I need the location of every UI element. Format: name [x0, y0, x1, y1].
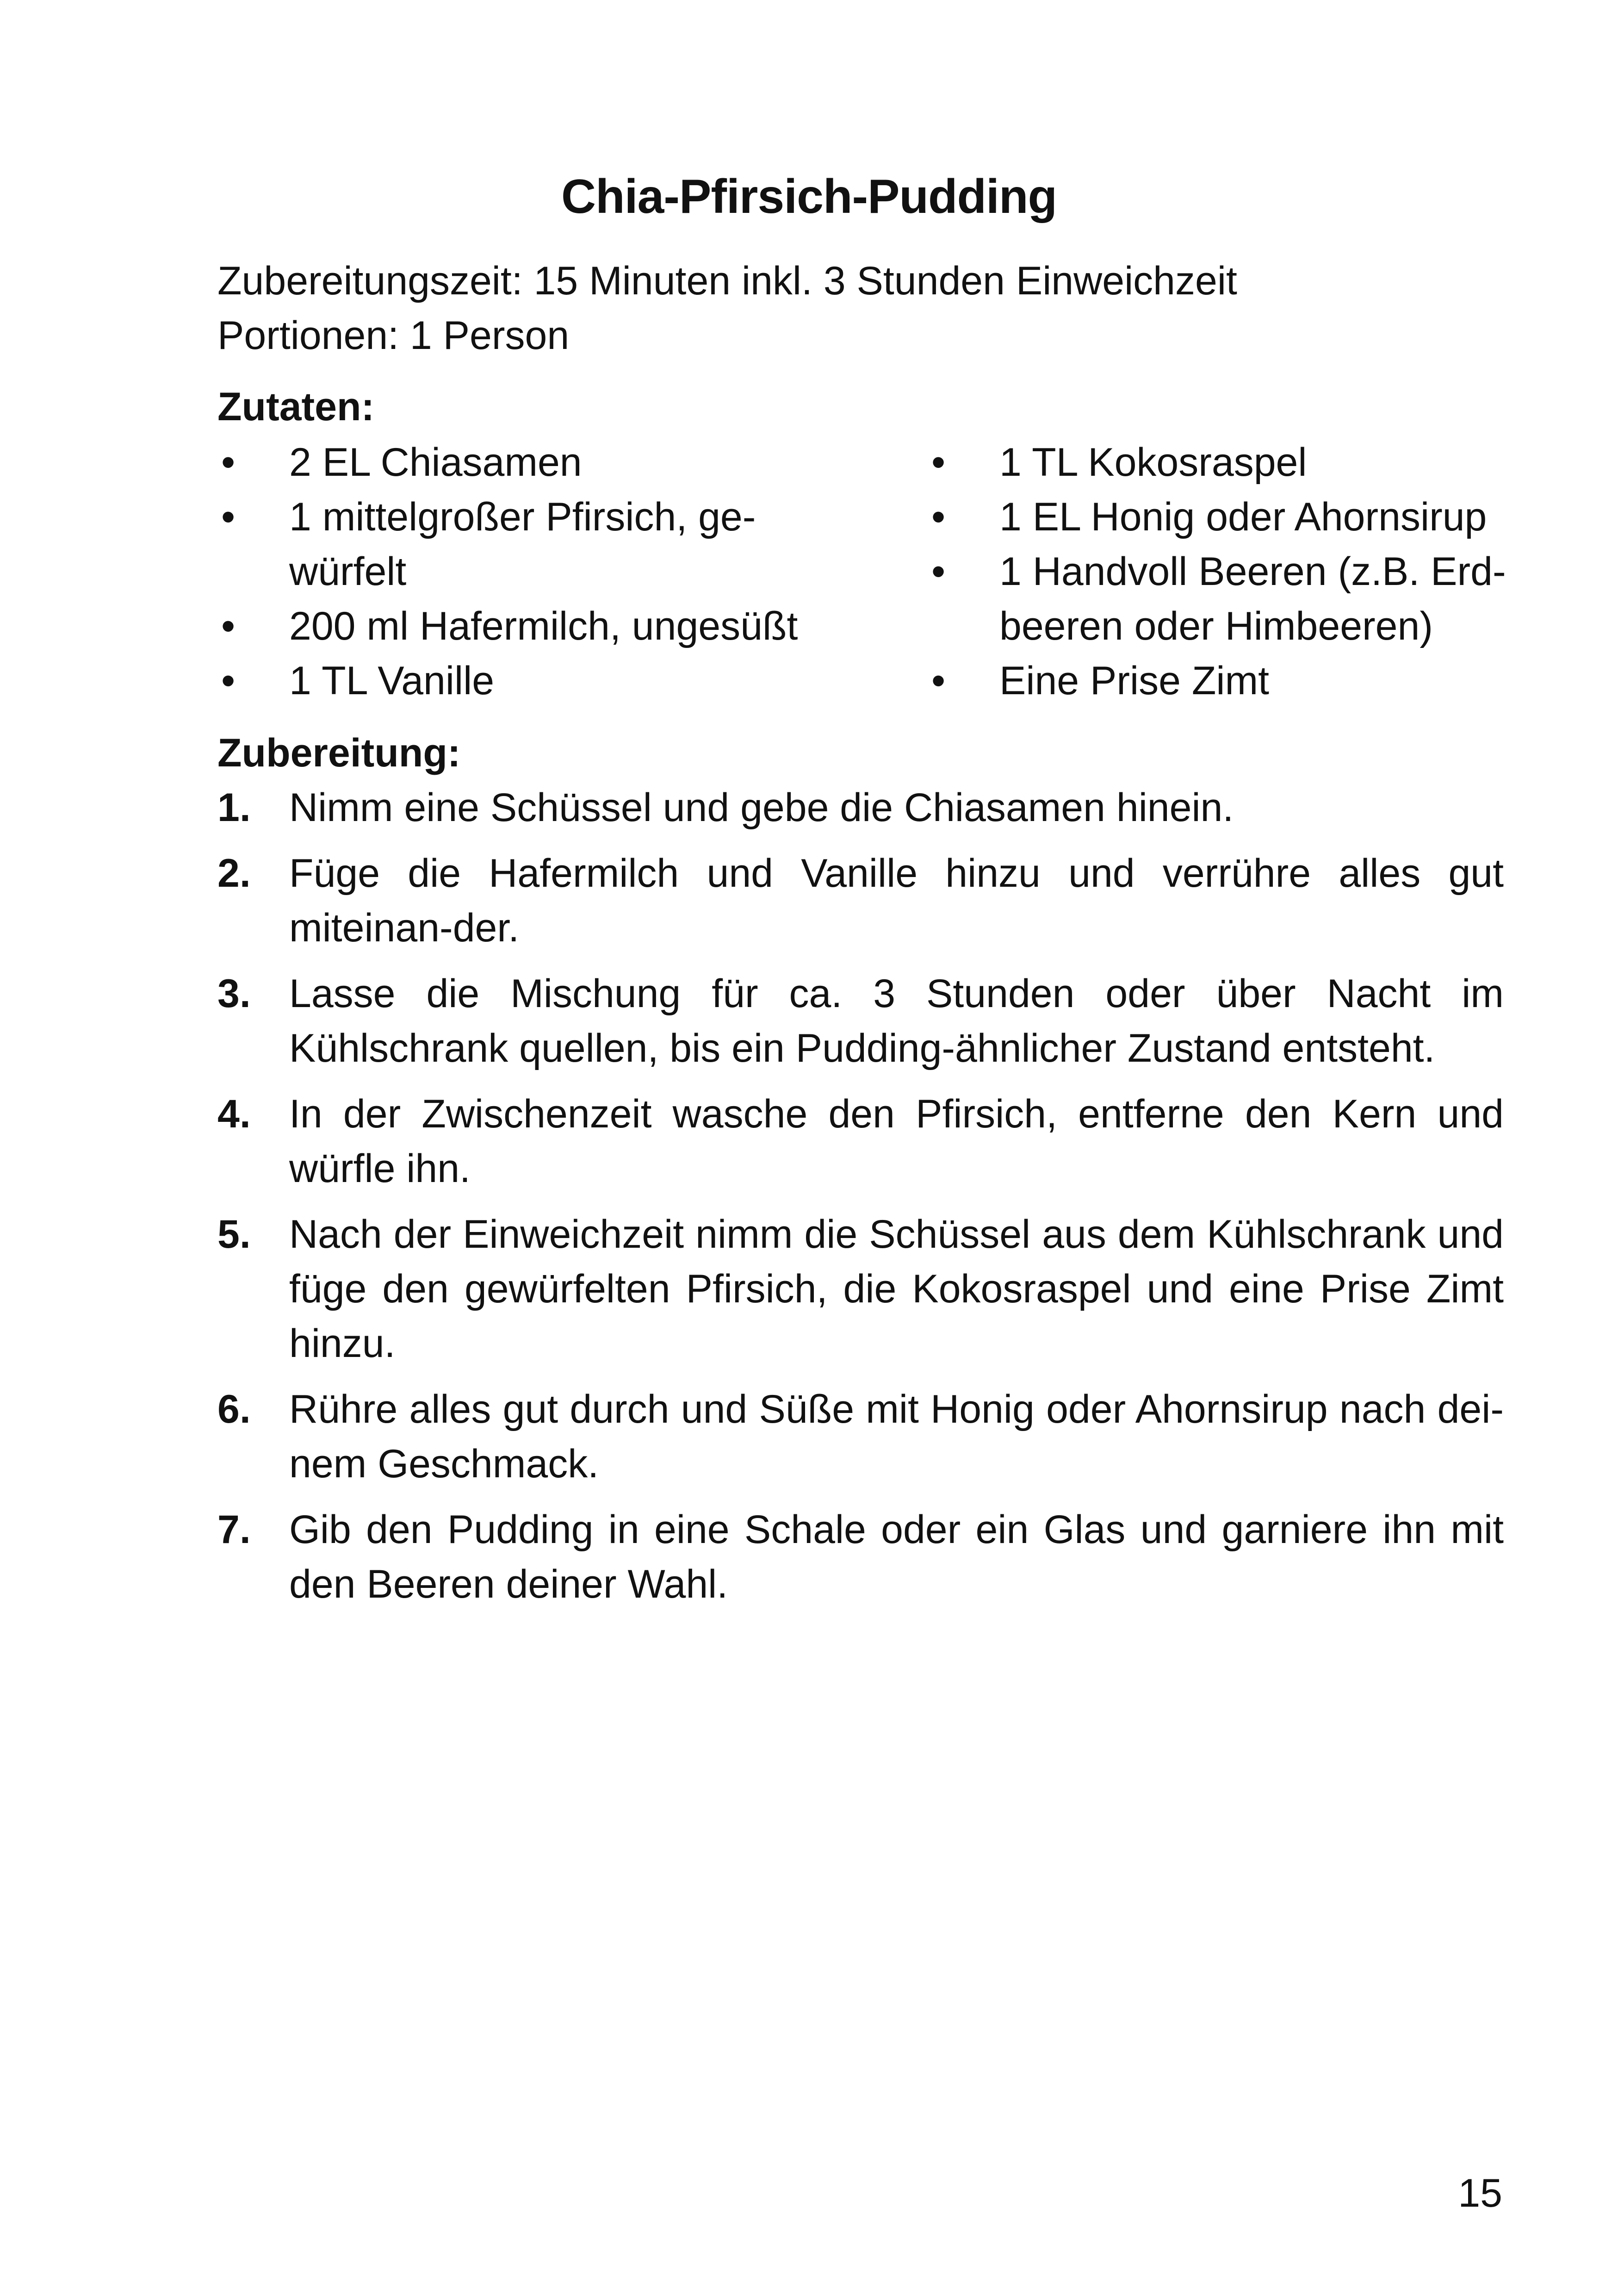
bullet-icon: • [931, 549, 946, 594]
ingredient-item [928, 490, 1506, 544]
step-number: 1. [217, 785, 251, 830]
bullet-icon: • [221, 495, 236, 539]
ingredient-text: Eine Prise Zimt [999, 659, 1270, 703]
step-text: Gib den Pudding in eine Schale oder ein Glas und garniere ihn mit den Beeren deiner Wahl. [289, 1507, 1504, 1606]
ingredient-text: 1 Handvoll Beeren (z.B. Erd-beeren oder Himbeeren) [999, 549, 1506, 648]
recipe-title: Chia-Pfirsich-Pudding [561, 170, 1057, 224]
ingredient-item [928, 544, 1506, 653]
ingredients-list-left [217, 435, 819, 708]
step-item [217, 780, 1504, 835]
bullet-icon: • [221, 604, 236, 648]
step-text: Rühre alles gut durch und Süße mit Honig oder Ahornsirup nach dei-nem Geschmack. [289, 1387, 1504, 1486]
step-item [217, 966, 1504, 1076]
step-number: 5. [217, 1212, 251, 1257]
ingredients-list-right [928, 435, 1506, 708]
prep-time: Zubereitungszeit: 15 Minuten inkl. 3 Stunden Einweichzeit [217, 259, 1237, 303]
step-item [217, 846, 1504, 955]
ingredient-text: 1 EL Honig oder Ahornsirup [999, 495, 1487, 539]
ingredients-heading: Zutaten: [217, 385, 375, 429]
bullet-icon: • [931, 495, 946, 539]
step-number: 4. [217, 1092, 251, 1136]
step-text: In der Zwischenzeit wasche den Pfirsich, entferne den Kern und würfle ihn. [289, 1092, 1504, 1191]
step-text: Lasse die Mischung für ca. 3 Stunden oder über Nacht im Kühlschrank quellen, bis ein Pudding-ähnlicher Zustand entsteht. [289, 971, 1504, 1070]
step-text: Nach der Einweichzeit nimm die Schüssel aus dem Kühlschrank und füge den gewürfelten Pfirsich, die Kokosraspel und eine Prise Zimt hinzu. [289, 1212, 1504, 1366]
step-number: 6. [217, 1387, 251, 1431]
ingredient-text: 1 TL Vanille [289, 659, 495, 703]
portions: Portionen: 1 Person [217, 313, 570, 358]
ingredient-text: 1 mittelgroßer Pfirsich, ge-würfelt [289, 495, 756, 594]
recipe-meta [217, 254, 1237, 363]
ingredient-text: 2 EL Chiasamen [289, 440, 582, 485]
step-number: 2. [217, 851, 251, 896]
ingredient-text: 200 ml Hafermilch, ungesüßt [289, 604, 798, 648]
ingredient-item [217, 653, 819, 708]
preparation-heading: Zubereitung: [217, 731, 461, 775]
ingredient-item [217, 490, 819, 599]
preparation-steps [217, 780, 1504, 1623]
ingredient-item [217, 435, 819, 490]
ingredient-item [928, 435, 1506, 490]
ingredient-text: 1 TL Kokosraspel [999, 440, 1307, 485]
step-item [217, 1087, 1504, 1196]
ingredient-item [217, 599, 819, 653]
bullet-icon: • [221, 440, 236, 485]
step-item [217, 1382, 1504, 1491]
bullet-icon: • [931, 659, 946, 703]
step-text: Füge die Hafermilch und Vanille hinzu und verrühre alles gut miteinan-der. [289, 851, 1504, 950]
step-number: 3. [217, 971, 251, 1016]
step-item [217, 1502, 1504, 1612]
step-text: Nimm eine Schüssel und gebe die Chiasamen hinein. [289, 785, 1234, 830]
page-number: 15 [1458, 2171, 1502, 2215]
bullet-icon: • [931, 440, 946, 485]
step-number: 7. [217, 1507, 251, 1552]
ingredient-item [928, 653, 1506, 708]
bullet-icon: • [221, 659, 236, 703]
step-item [217, 1207, 1504, 1371]
